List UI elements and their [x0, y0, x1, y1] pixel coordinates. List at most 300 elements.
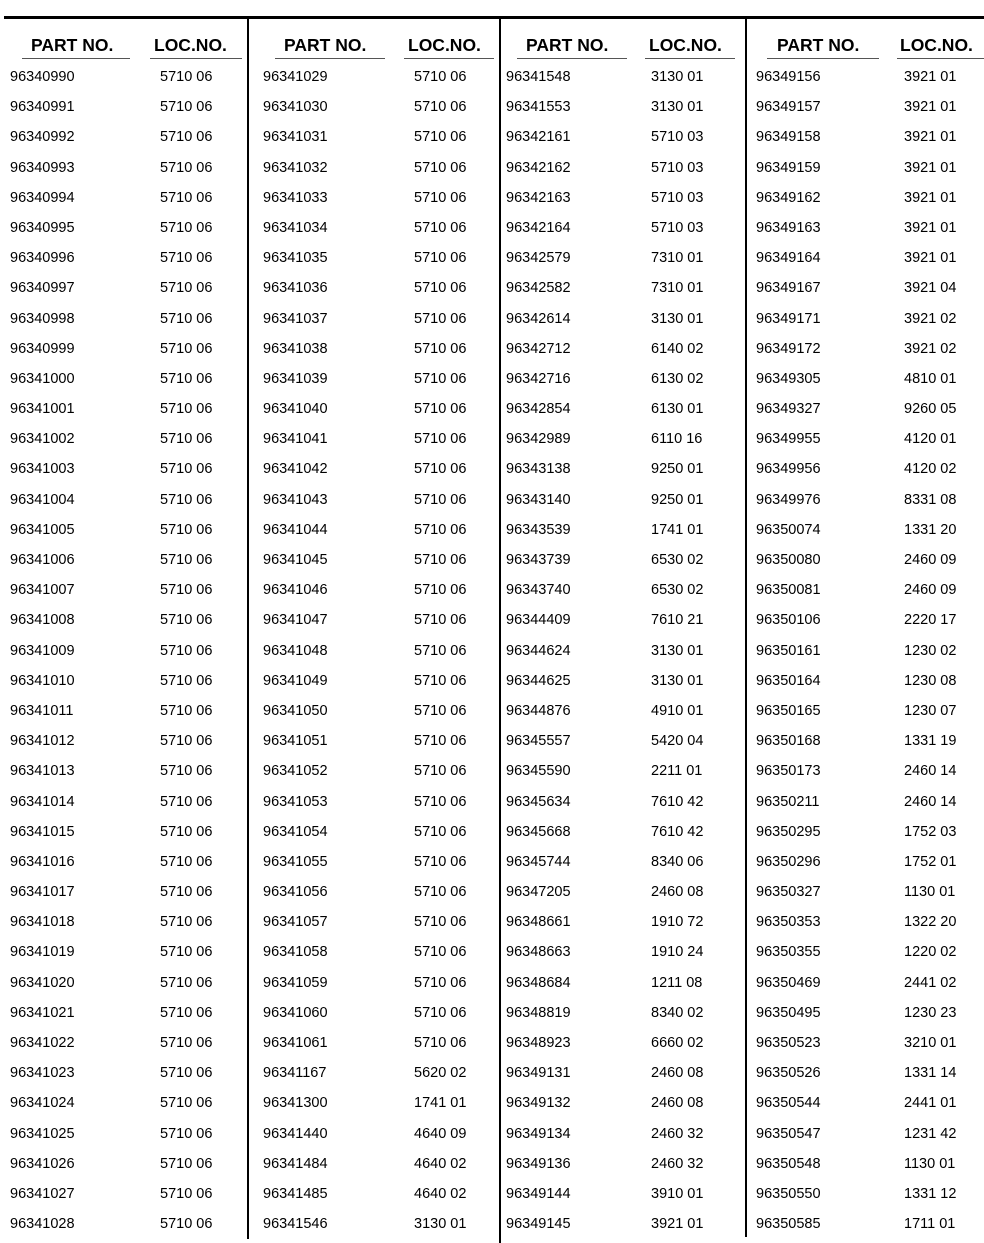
location-number-cell: 1910 72	[651, 914, 704, 931]
part-number-cell: 96340994	[10, 189, 75, 206]
part-number-cell: 96340999	[10, 340, 75, 357]
location-number-cell: 5710 06	[160, 763, 213, 780]
location-number-cell: 6660 02	[651, 1035, 704, 1051]
column-header	[249, 19, 501, 64]
part-number-cell: 96341051	[263, 733, 328, 750]
location-number-cell: 5710 03	[651, 189, 704, 206]
table-row	[501, 306, 747, 336]
location-number-cell: 1331 20	[904, 521, 957, 538]
part-number-cell: 96341553	[506, 99, 571, 116]
location-number-cell: 5710 06	[160, 702, 213, 719]
location-number-cell: 9260 05	[904, 401, 957, 418]
table-row	[0, 1211, 247, 1241]
location-number-cell: 1331 12	[904, 1185, 957, 1202]
location-number-cell: 2460 09	[904, 582, 957, 599]
table-row	[0, 758, 247, 788]
table-row	[501, 849, 747, 879]
table-row	[501, 94, 747, 124]
part-number-cell: 96340995	[10, 219, 75, 236]
table-row	[249, 970, 501, 1000]
location-number-cell: 2460 14	[904, 793, 957, 810]
table-row	[747, 517, 984, 547]
table-row	[0, 547, 247, 577]
location-number-cell: 5710 06	[414, 99, 467, 116]
table-row	[0, 487, 247, 517]
location-number-cell: 1230 08	[904, 672, 957, 689]
table-row	[501, 336, 747, 366]
location-number-cell: 5710 06	[414, 582, 467, 599]
location-number-cell: 5710 06	[160, 853, 213, 870]
part-number-cell: 96349131	[506, 1065, 571, 1082]
part-number-cell: 96350296	[756, 853, 821, 870]
part-number-cell: 96342164	[506, 219, 571, 236]
table-row	[747, 1151, 984, 1181]
table-row	[249, 306, 501, 336]
location-number-cell: 5710 06	[414, 1035, 467, 1051]
table-row	[501, 638, 747, 668]
part-number-cell: 96344876	[506, 702, 571, 719]
part-number-cell: 96341014	[10, 793, 75, 810]
table-row	[0, 124, 247, 154]
location-number-cell: 5710 06	[160, 461, 213, 478]
table-row	[747, 849, 984, 879]
table-row	[747, 456, 984, 486]
part-number-cell: 96341033	[263, 189, 328, 206]
part-number-cell: 96350355	[756, 944, 821, 961]
location-number-cell: 5710 06	[160, 1125, 213, 1142]
part-number-cell: 96341057	[263, 914, 328, 931]
location-number-cell: 2460 08	[651, 1095, 704, 1112]
table-row	[249, 668, 501, 698]
part-number-cell: 96349167	[756, 280, 821, 297]
part-number-cell: 96342989	[506, 431, 571, 448]
part-number-cell: 96341048	[263, 642, 328, 659]
table-row	[249, 1000, 501, 1030]
location-number-cell: 4640 02	[414, 1185, 467, 1202]
part-number-cell: 96349134	[506, 1125, 571, 1142]
table-row	[747, 1030, 984, 1060]
location-number-cell: 5710 06	[160, 401, 213, 418]
location-number-cell: 3921 01	[904, 250, 957, 267]
location-number-cell: 6140 02	[651, 340, 704, 357]
part-number-cell: 96345668	[506, 823, 571, 840]
part-number-cell: 96349156	[756, 69, 821, 85]
part-number-cell: 96350074	[756, 521, 821, 538]
location-number-cell: 5710 06	[160, 1095, 213, 1112]
table-row	[501, 909, 747, 939]
part-number-cell: 96342161	[506, 129, 571, 146]
location-number-cell: 5710 06	[160, 69, 213, 85]
table-row	[249, 789, 501, 819]
location-number-cell: 6130 01	[651, 401, 704, 418]
part-number-cell: 96341055	[263, 853, 328, 870]
part-number-cell: 96343140	[506, 491, 571, 508]
table-row	[249, 547, 501, 577]
location-number-cell: 6530 02	[651, 552, 704, 568]
part-no-header-rule	[22, 58, 130, 59]
location-number-cell: 2460 32	[651, 1155, 704, 1172]
loc-no-header: LOC.NO.	[900, 35, 973, 55]
location-number-cell: 3130 01	[651, 99, 704, 116]
part-number-cell: 96348684	[506, 974, 571, 991]
table-row	[501, 1000, 747, 1030]
table-row	[0, 517, 247, 547]
location-number-cell: 4910 01	[651, 702, 704, 719]
part-number-cell: 96350164	[756, 672, 821, 689]
table-row	[249, 155, 501, 185]
part-number-cell: 96341003	[10, 461, 75, 478]
part-no-header-rule	[767, 58, 879, 59]
table-row	[747, 909, 984, 939]
table-row	[501, 577, 747, 607]
part-number-cell: 96341025	[10, 1125, 75, 1142]
part-number-cell: 96341044	[263, 521, 328, 538]
location-number-cell: 3921 01	[904, 219, 957, 236]
location-number-cell: 1230 23	[904, 1004, 957, 1021]
part-number-cell: 96341440	[263, 1125, 328, 1142]
table-row	[501, 607, 747, 637]
part-number-cell: 96341029	[263, 69, 328, 85]
table-row	[747, 64, 984, 94]
table-row	[747, 970, 984, 1000]
part-number-cell: 96341056	[263, 884, 328, 901]
location-number-cell: 1331 14	[904, 1065, 957, 1082]
table-row	[249, 758, 501, 788]
table-row	[501, 64, 747, 94]
location-number-cell: 5710 06	[160, 340, 213, 357]
part-number-cell: 96349172	[756, 340, 821, 357]
part-number-cell: 96342579	[506, 250, 571, 267]
part-number-cell: 96341016	[10, 853, 75, 870]
location-number-cell: 5710 06	[414, 763, 467, 780]
location-number-cell: 5710 06	[160, 1035, 213, 1051]
part-number-cell: 96350106	[756, 612, 821, 629]
part-number-cell: 96348661	[506, 914, 571, 931]
table-row	[0, 909, 247, 939]
part-number-cell: 96343138	[506, 461, 571, 478]
location-number-cell: 5710 06	[160, 99, 213, 116]
part-number-cell: 96350353	[756, 914, 821, 931]
location-number-cell: 4640 02	[414, 1155, 467, 1172]
part-number-cell: 96350469	[756, 974, 821, 991]
location-number-cell: 5710 06	[160, 521, 213, 538]
part-number-cell: 96341040	[263, 401, 328, 418]
location-number-cell: 6110 16	[651, 431, 703, 448]
table-row	[249, 64, 501, 94]
table-row	[249, 909, 501, 939]
part-no-header: PART NO.	[31, 35, 114, 55]
location-number-cell: 3130 01	[414, 1216, 467, 1233]
part-number-cell: 96341041	[263, 431, 328, 448]
part-number-cell: 96341021	[10, 1004, 75, 1021]
part-number-cell: 96349159	[756, 159, 821, 176]
table-row	[0, 789, 247, 819]
location-number-cell: 2460 14	[904, 763, 957, 780]
part-number-cell: 96345744	[506, 853, 571, 870]
loc-no-header-rule	[150, 58, 242, 59]
part-number-cell: 96341053	[263, 793, 328, 810]
part-number-cell: 96341013	[10, 763, 75, 780]
part-no-header: PART NO.	[526, 35, 609, 55]
table-row	[0, 336, 247, 366]
part-number-cell: 96344409	[506, 612, 571, 629]
location-number-cell: 5710 06	[414, 944, 467, 961]
table-row	[501, 758, 747, 788]
table-row	[249, 94, 501, 124]
part-number-cell: 96349305	[756, 370, 821, 387]
location-number-cell: 5710 06	[160, 884, 213, 901]
part-number-cell: 96341017	[10, 884, 75, 901]
part-number-cell: 96345634	[506, 793, 571, 810]
table-row	[0, 1060, 247, 1090]
part-number-cell: 96341019	[10, 944, 75, 961]
table-row	[249, 1121, 501, 1151]
table-row	[0, 1030, 247, 1060]
part-number-cell: 96349157	[756, 99, 821, 116]
location-number-cell: 5710 06	[414, 853, 467, 870]
loc-no-header-rule	[897, 58, 984, 59]
part-number-cell: 96345590	[506, 763, 571, 780]
loc-no-header: LOC.NO.	[408, 35, 481, 55]
table-row	[501, 185, 747, 215]
part-number-cell: 96348663	[506, 944, 571, 961]
part-number-cell: 96341052	[263, 763, 328, 780]
table-row	[501, 1030, 747, 1060]
table-row	[501, 879, 747, 909]
part-number-cell: 96341050	[263, 702, 328, 719]
part-number-cell: 96341037	[263, 310, 328, 327]
table-row	[501, 668, 747, 698]
table-row	[249, 1181, 501, 1211]
table-row	[0, 819, 247, 849]
location-number-cell: 5710 06	[414, 491, 467, 508]
table-row	[249, 1030, 501, 1060]
location-number-cell: 5620 02	[414, 1065, 467, 1082]
table-row	[249, 819, 501, 849]
part-number-cell: 96350548	[756, 1155, 821, 1172]
part-number-cell: 96341046	[263, 582, 328, 599]
table-row	[501, 939, 747, 969]
part-no-header: PART NO.	[777, 35, 860, 55]
part-number-cell: 96342163	[506, 189, 571, 206]
part-number-cell: 96349976	[756, 491, 821, 508]
table-row	[747, 124, 984, 154]
table-row	[249, 1090, 501, 1120]
location-number-cell: 5710 06	[160, 159, 213, 176]
location-number-cell: 5710 06	[414, 672, 467, 689]
location-number-cell: 5710 06	[414, 521, 467, 538]
part-number-cell: 96349163	[756, 219, 821, 236]
table-row	[0, 1181, 247, 1211]
part-number-cell: 96350523	[756, 1035, 821, 1051]
table-row	[0, 185, 247, 215]
location-number-cell: 1130 01	[904, 884, 956, 901]
table-row	[501, 1090, 747, 1120]
part-number-cell: 96341022	[10, 1035, 75, 1051]
part-number-cell: 96349955	[756, 431, 821, 448]
table-row	[747, 1000, 984, 1030]
location-number-cell: 3210 01	[904, 1035, 957, 1051]
location-number-cell: 3130 01	[651, 672, 704, 689]
location-number-cell: 5710 06	[160, 1065, 213, 1082]
table-row	[501, 789, 747, 819]
part-number-cell: 96340990	[10, 69, 75, 85]
table-row	[501, 487, 747, 517]
table-row	[249, 336, 501, 366]
table-row	[501, 215, 747, 245]
location-number-cell: 8340 02	[651, 1004, 704, 1021]
location-number-cell: 5710 06	[160, 1155, 213, 1172]
part-number-cell: 96341045	[263, 552, 328, 568]
location-number-cell: 5710 06	[414, 642, 467, 659]
part-number-cell: 96341026	[10, 1155, 75, 1172]
part-number-cell: 96342614	[506, 310, 571, 327]
part-number-cell: 96341018	[10, 914, 75, 931]
part-number-cell: 96340996	[10, 250, 75, 267]
part-number-cell: 96341031	[263, 129, 328, 146]
part-number-cell: 96349145	[506, 1216, 571, 1233]
location-number-cell: 5710 06	[160, 310, 213, 327]
location-number-cell: 5710 06	[414, 370, 467, 387]
part-number-cell: 96350495	[756, 1004, 821, 1021]
table-row	[0, 849, 247, 879]
table-row	[249, 517, 501, 547]
loc-no-header-rule	[404, 58, 494, 59]
table-row	[0, 64, 247, 94]
part-number-cell: 96343739	[506, 552, 571, 568]
table-row	[501, 1121, 747, 1151]
part-number-cell: 96341023	[10, 1065, 75, 1082]
table-row	[747, 1090, 984, 1120]
part-number-cell: 96342854	[506, 401, 571, 418]
location-number-cell: 1711 01	[904, 1216, 956, 1233]
location-number-cell: 9250 01	[651, 491, 704, 508]
part-number-cell: 96341030	[263, 99, 328, 116]
location-number-cell: 5710 06	[160, 733, 213, 750]
location-number-cell: 3130 01	[651, 642, 704, 659]
table-row	[501, 1151, 747, 1181]
table-row	[0, 638, 247, 668]
location-number-cell: 5710 06	[160, 370, 213, 387]
table-row	[747, 366, 984, 396]
part-number-cell: 96341034	[263, 219, 328, 236]
location-number-cell: 3921 04	[904, 280, 957, 297]
location-number-cell: 5710 06	[414, 69, 467, 85]
part-number-cell: 96341061	[263, 1035, 328, 1051]
location-number-cell: 5710 06	[160, 944, 213, 961]
table-row	[501, 517, 747, 547]
part-no-header-rule	[275, 58, 385, 59]
location-number-cell: 2460 09	[904, 552, 957, 568]
parts-list	[747, 64, 984, 1241]
part-number-cell: 96341006	[10, 552, 75, 568]
table-row	[0, 939, 247, 969]
table-row	[249, 1060, 501, 1090]
location-number-cell: 1211 08	[651, 974, 703, 991]
location-number-cell: 5710 06	[160, 189, 213, 206]
location-number-cell: 5710 06	[160, 793, 213, 810]
part-number-cell: 96341028	[10, 1216, 75, 1233]
location-number-cell: 2460 08	[651, 884, 704, 901]
location-number-cell: 3921 01	[651, 1216, 704, 1233]
part-number-cell: 96340997	[10, 280, 75, 297]
part-number-cell: 96350544	[756, 1095, 821, 1112]
location-number-cell: 5710 06	[414, 612, 467, 629]
table-row	[0, 155, 247, 185]
location-number-cell: 5710 06	[414, 280, 467, 297]
part-number-cell: 96349144	[506, 1185, 571, 1202]
table-row	[249, 698, 501, 728]
location-number-cell: 5710 06	[414, 340, 467, 357]
table-row	[501, 970, 747, 1000]
part-number-cell: 96341042	[263, 461, 328, 478]
table-row	[249, 577, 501, 607]
table-row	[747, 607, 984, 637]
location-number-cell: 3130 01	[651, 69, 704, 85]
part-number-cell: 96349132	[506, 1095, 571, 1112]
table-row	[249, 456, 501, 486]
parts-list	[501, 64, 747, 1241]
location-number-cell: 1230 02	[904, 642, 957, 659]
table-row	[747, 336, 984, 366]
location-number-cell: 5710 06	[160, 431, 213, 448]
location-number-cell: 7610 21	[651, 612, 704, 629]
table-row	[249, 1151, 501, 1181]
location-number-cell: 5710 06	[160, 1216, 213, 1233]
table-row	[249, 879, 501, 909]
table-row	[249, 245, 501, 275]
table-row	[0, 728, 247, 758]
location-number-cell: 5710 06	[414, 219, 467, 236]
location-number-cell: 3910 01	[651, 1185, 704, 1202]
part-number-cell: 96341035	[263, 250, 328, 267]
part-number-cell: 96341300	[263, 1095, 328, 1112]
part-number-cell: 96349164	[756, 250, 821, 267]
table-row	[501, 456, 747, 486]
location-number-cell: 7310 01	[651, 280, 704, 297]
location-number-cell: 9250 01	[651, 461, 704, 478]
part-number-cell: 96341004	[10, 491, 75, 508]
table-row	[747, 728, 984, 758]
part-number-cell: 96342582	[506, 280, 571, 297]
table-row	[747, 879, 984, 909]
table-row	[501, 819, 747, 849]
part-number-cell: 96341039	[263, 370, 328, 387]
parts-list	[0, 64, 247, 1241]
location-number-cell: 2460 32	[651, 1125, 704, 1142]
location-number-cell: 7310 01	[651, 250, 704, 267]
parts-column-1	[0, 19, 247, 1239]
table-row	[0, 396, 247, 426]
part-number-cell: 96344624	[506, 642, 571, 659]
location-number-cell: 5710 06	[414, 159, 467, 176]
location-number-cell: 3921 01	[904, 129, 957, 146]
part-number-cell: 96347205	[506, 884, 571, 901]
part-number-cell: 96341020	[10, 974, 75, 991]
table-row	[747, 638, 984, 668]
location-number-cell: 5710 06	[414, 884, 467, 901]
part-number-cell: 96340998	[10, 310, 75, 327]
location-number-cell: 5710 06	[160, 219, 213, 236]
table-row	[501, 1181, 747, 1211]
location-number-cell: 8331 08	[904, 491, 957, 508]
table-row	[747, 577, 984, 607]
location-number-cell: 2441 01	[904, 1095, 957, 1112]
location-number-cell: 3921 01	[904, 69, 957, 85]
location-number-cell: 5710 06	[414, 250, 467, 267]
table-row	[0, 1151, 247, 1181]
location-number-cell: 4640 09	[414, 1125, 467, 1142]
